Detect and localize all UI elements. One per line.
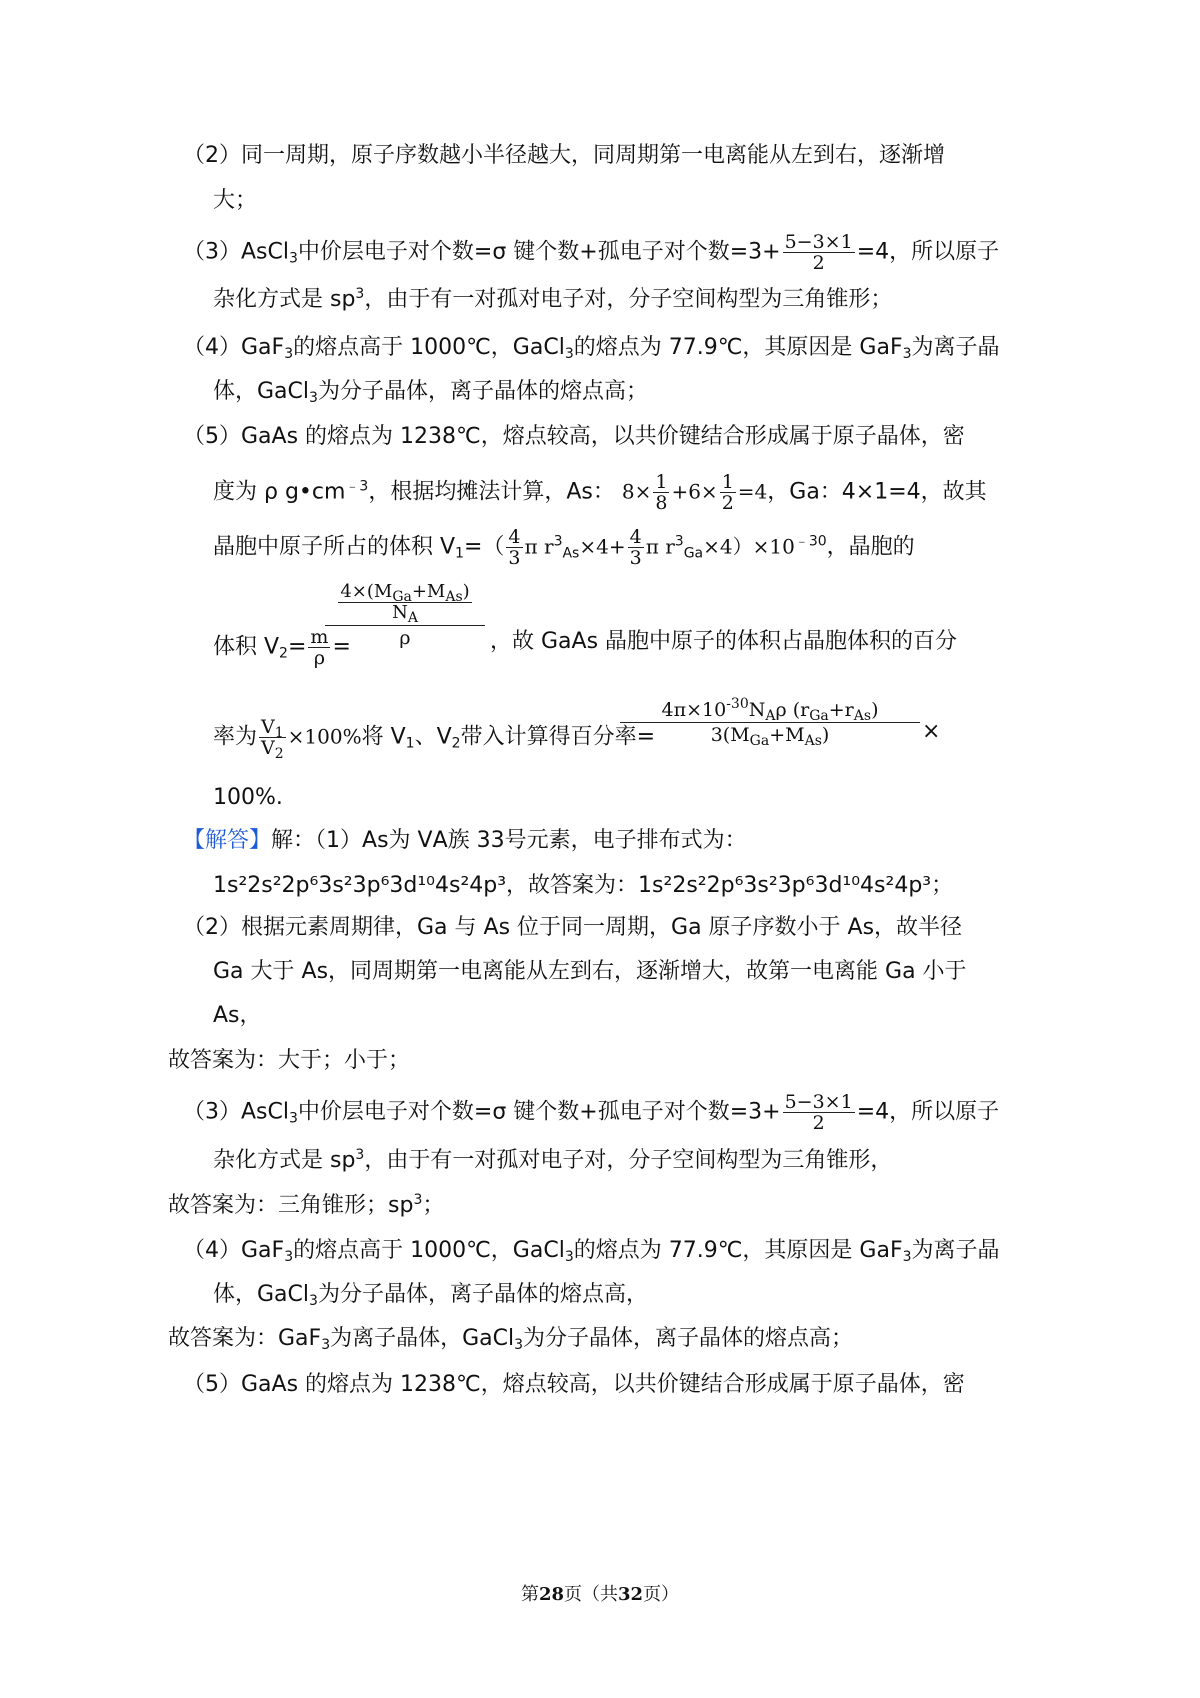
- text-span: 的熔点为 77.9℃，其原因是 GaF: [573, 1238, 903, 1263]
- text-span: 1: [721, 471, 734, 493]
- text-span: 的熔点为 77.9℃，其原因是 GaF: [573, 335, 903, 360]
- subscript: 3: [902, 1249, 912, 1265]
- text-span: 度为 ρ g•cm: [213, 479, 346, 505]
- text-line: [183, 1092, 999, 1133]
- text-span: ×4+: [579, 534, 626, 559]
- subscript: 3: [321, 1337, 331, 1353]
- text-line: [213, 285, 892, 315]
- text-line: [183, 1370, 965, 1400]
- text-span: ρ (r: [775, 699, 810, 721]
- superscript: ﹣30: [794, 533, 827, 550]
- text-span: π r: [645, 534, 675, 559]
- text-span: [506, 527, 522, 568]
- fraction: [783, 232, 855, 273]
- text-span: （3）AsCl: [183, 239, 289, 265]
- subscript: 2: [274, 746, 284, 762]
- text-span: （4）GaF: [183, 1238, 285, 1263]
- text-line: [168, 1324, 853, 1354]
- text-span: N: [748, 699, 766, 721]
- text-line: [213, 957, 967, 987]
- superscript: 3: [413, 1192, 423, 1208]
- text-span: （3）AsCl: [183, 1099, 289, 1125]
- superscript: -30: [726, 696, 749, 712]
- text-span: 4: [629, 526, 642, 548]
- text-span: （4）GaF: [183, 335, 285, 360]
- text-line: [213, 871, 953, 901]
- text-span: ，根据均摊法计算，As：: [368, 479, 615, 505]
- text-span: [259, 737, 286, 762]
- fraction: [620, 698, 920, 747]
- subscript: 3: [284, 346, 294, 362]
- text-span: ，故 GaAs 晶胞中原子的体积占晶胞体积的百分: [490, 629, 958, 654]
- text-span: 4: [508, 526, 521, 548]
- text-span: 为分子晶体，离子晶体的熔点高；: [317, 379, 648, 404]
- text-span: [620, 723, 920, 747]
- text-span: 中价层电子对个数=σ 键个数+孤电子对个数=3+: [297, 1099, 781, 1125]
- text-line: [213, 527, 915, 568]
- subscript: A: [407, 610, 418, 626]
- text-span: 1s²2s²2p⁶3s²3p⁶3d¹⁰4s²4p³，故答案为：1s²2s²2p⁶3s²3p⁶3d¹⁰4s²4p³；: [213, 873, 954, 898]
- subscript: 3: [309, 1293, 318, 1309]
- answer-label: 【解答】: [183, 828, 272, 853]
- text-span: 页（共: [564, 1584, 618, 1605]
- text-span: [338, 581, 471, 626]
- page-footer: [0, 1580, 1200, 1606]
- subscript: 1: [405, 735, 415, 752]
- text-span: （5）GaAs 的熔点为 1238℃，熔点较高，以共价键结合形成属于原子晶体，密: [183, 1372, 965, 1397]
- text-span: 3: [508, 547, 521, 569]
- superscript: 3: [553, 533, 563, 550]
- text-line: [183, 422, 965, 452]
- subscript: As: [562, 545, 580, 562]
- text-span: =4，所以原子: [856, 1099, 1000, 1125]
- text-span: Ga 大于 As，同周期第一电离能从左到右，逐渐增大，故第一电离能 Ga 小于: [213, 959, 967, 984]
- subscript: 3: [514, 1337, 524, 1353]
- text-span: ，晶胞的: [826, 534, 915, 560]
- subscript: 3: [288, 1110, 298, 1127]
- text-span: V: [261, 716, 275, 738]
- text-span: =4: [737, 479, 768, 504]
- text-span: （5）GaAs 的熔点为 1238℃，熔点较高，以共价键结合形成属于原子晶体，密: [183, 424, 965, 449]
- subscript: 1: [455, 545, 464, 562]
- text-span: 1: [655, 471, 668, 493]
- text-span: 第: [520, 1584, 539, 1605]
- text-span: ): [821, 724, 830, 746]
- text-span: [653, 472, 669, 513]
- text-span: 5−3×1: [784, 231, 853, 253]
- text-span: 、V: [414, 724, 452, 750]
- text-span: 100%.: [213, 785, 283, 810]
- text-span: （2）根据元素周期律，Ga 与 As 位于同一周期，Ga 原子序数小于 As，故半径: [183, 915, 963, 940]
- subscript: 3: [564, 346, 574, 362]
- subscript: Ga: [749, 733, 770, 749]
- subscript: 3: [288, 250, 298, 267]
- subscript: 3: [564, 1249, 574, 1265]
- text-span: 故答案为：大于；小于；: [168, 1048, 411, 1073]
- text-span: π r: [524, 534, 554, 559]
- text-line: [213, 186, 257, 216]
- text-span: 率为: [213, 724, 258, 750]
- superscript: 3: [674, 533, 684, 550]
- text-span: [325, 582, 485, 626]
- text-span: 2: [812, 252, 825, 274]
- text-line: [168, 1191, 444, 1221]
- text-span: ×100%: [287, 724, 362, 749]
- text-span: ，由于有一对孤对电子对，分子空间构型为三角锥形；: [364, 287, 893, 312]
- text-span: 8: [655, 492, 668, 514]
- superscript: ﹣3: [345, 478, 369, 495]
- subscript: Ga: [683, 545, 704, 562]
- text-span: 为分子晶体，离子晶体的熔点高；: [523, 1326, 854, 1351]
- text-line: [168, 1046, 410, 1076]
- text-span: 杂化方式是 sp: [213, 1148, 356, 1173]
- text-span: 8×: [621, 479, 652, 504]
- text-span: 故答案为：GaF: [168, 1326, 322, 1351]
- text-span: +6×: [671, 479, 718, 504]
- text-line: [213, 716, 655, 762]
- text-span: [338, 582, 471, 603]
- text-line: [213, 1146, 892, 1176]
- text-span: ；: [422, 1193, 445, 1218]
- text-span: 页）: [643, 1584, 680, 1605]
- text-span: ，Ga：4×1=4，故其: [767, 479, 987, 505]
- text-span: [783, 1092, 855, 1133]
- text-span: [628, 527, 644, 568]
- text-span: As，: [213, 1003, 262, 1028]
- subscript: Ga: [809, 708, 829, 724]
- text-line: [183, 913, 962, 943]
- text-span: 杂化方式是 sp: [213, 287, 356, 312]
- text-span: 为离子晶: [911, 335, 1000, 360]
- text-line: [213, 783, 283, 813]
- text-span: （2）同一周期，原子序数越小半径越大，同周期第一电离能从左到右，逐渐增: [183, 143, 945, 168]
- text-span: =4，所以原子: [856, 239, 1000, 265]
- text-span: =: [332, 634, 351, 660]
- text-span: 4×(M: [340, 581, 393, 602]
- subscript: A: [765, 708, 776, 724]
- text-line: [213, 472, 987, 513]
- text-span: [338, 602, 471, 626]
- subscript: 3: [902, 346, 912, 362]
- text-span: ×4）×10: [703, 534, 795, 559]
- text-span: +r: [828, 699, 854, 721]
- text-span: 3: [629, 547, 642, 569]
- text-span: 解：（1）As为 ⅤA族 33号元素，电子排布式为：: [271, 828, 747, 853]
- text-span: V: [261, 737, 275, 759]
- subscript: As: [804, 733, 822, 749]
- text-span: +M: [769, 724, 805, 746]
- text-span: [259, 716, 286, 762]
- text-span: [259, 716, 286, 741]
- text-span: 晶胞中原子所占的体积 V: [213, 534, 456, 560]
- text-line: [213, 1280, 648, 1310]
- text-line: [490, 627, 957, 657]
- text-line: [183, 333, 1000, 363]
- text-span: 体，GaCl: [213, 379, 310, 404]
- text-line: [183, 826, 747, 856]
- text-span: 5−3×1: [784, 1091, 853, 1113]
- text-span: 中价层电子对个数=σ 键个数+孤电子对个数=3+: [297, 239, 781, 265]
- fraction: [325, 582, 485, 650]
- text-span: 将 V: [361, 724, 406, 750]
- page-number: 28: [538, 1584, 564, 1605]
- superscript: 3: [355, 1147, 365, 1163]
- text-line: [183, 232, 999, 273]
- text-span: 故答案为：三角锥形；sp: [168, 1193, 414, 1218]
- text-span: ): [871, 699, 879, 721]
- subscript: 2: [279, 645, 288, 662]
- text-span: 为分子晶体，离子晶体的熔点高，: [317, 1282, 648, 1307]
- text-span: ×: [922, 719, 941, 744]
- text-span: 3(M: [710, 724, 750, 746]
- subscript: 3: [284, 1249, 294, 1265]
- text-span: =: [287, 634, 307, 660]
- text-line: [213, 377, 648, 407]
- text-span: ): [462, 581, 470, 602]
- subscript: As: [445, 589, 463, 605]
- text-line: [183, 141, 945, 171]
- text-span: 体，GaCl: [213, 1282, 310, 1307]
- page-total: 32: [618, 1584, 644, 1605]
- text-span: 的熔点高于 1000℃，GaCl: [293, 335, 565, 360]
- text-span: N: [392, 602, 408, 623]
- text-span: 的熔点高于 1000℃，GaCl: [293, 1238, 565, 1263]
- text-span: 为离子晶: [911, 1238, 1000, 1263]
- text-span: ，由于有一对孤对电子对，分子空间构型为三角锥形，: [364, 1148, 893, 1173]
- text-span: [720, 472, 736, 513]
- text-line: [922, 717, 940, 747]
- subscript: 2: [451, 735, 461, 752]
- text-span: 大；: [213, 188, 258, 213]
- subscript: As: [853, 708, 872, 724]
- text-span: =（: [463, 534, 505, 560]
- text-span: 为离子晶体，GaCl: [330, 1326, 515, 1351]
- subscript: Ga: [392, 589, 412, 605]
- text-span: +M: [411, 581, 446, 602]
- text-line: [213, 1001, 262, 1031]
- subscript: 3: [309, 390, 318, 406]
- text-span: 体积 V: [213, 634, 280, 660]
- text-span: 带入计算得百分率=: [460, 724, 655, 750]
- subscript: 1: [274, 725, 284, 741]
- text-span: ρ: [399, 627, 411, 649]
- text-span: ρ: [313, 647, 325, 669]
- text-span: m: [310, 626, 329, 648]
- text-span: [620, 698, 920, 723]
- text-span: 2: [812, 1112, 825, 1134]
- superscript: 3: [355, 286, 365, 302]
- text-line: [183, 1236, 1000, 1266]
- text-span: 4π×10: [661, 699, 727, 721]
- text-span: 2: [721, 492, 734, 514]
